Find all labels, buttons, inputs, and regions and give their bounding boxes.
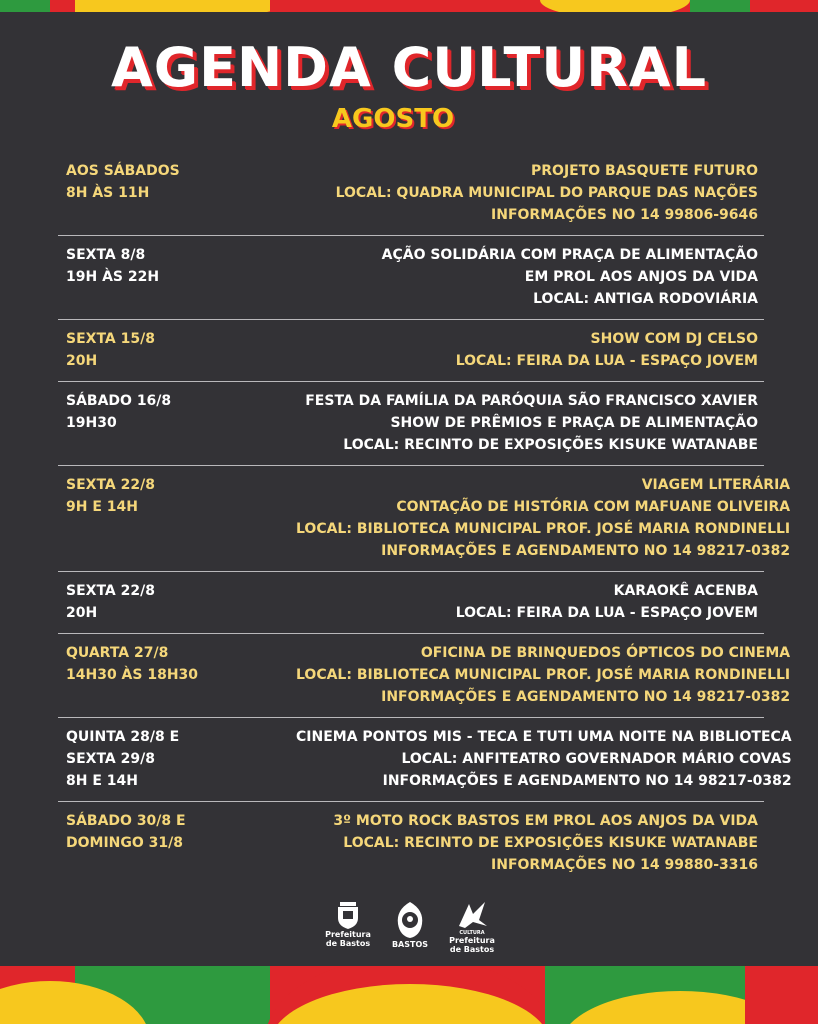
event-detail-line: FESTA DA FAMÍLIA DA PARÓQUIA SÃO FRANCISCO XAVIER [305, 393, 758, 409]
event-detail-line: SHOW DE PRÊMIOS E PRAÇA DE ALIMENTAÇÃO [390, 415, 758, 431]
event-when-line: AOS SÁBADOS [66, 163, 180, 179]
event-date-time [66, 328, 296, 372]
event-date-time [66, 726, 296, 792]
event-when-line: 8H E 14H [66, 773, 138, 789]
event-details [296, 726, 792, 792]
event-when-line: 14H30 ÀS 18H30 [66, 667, 199, 683]
event-date-time [66, 244, 296, 310]
prefeitura-logo-line-1: Prefeitura [325, 930, 371, 939]
bastos-logo [382, 900, 438, 949]
event-details [296, 474, 790, 562]
event-date-time [66, 474, 296, 562]
event-detail-line: CINEMA PONTOS MIS - TECA E TUTI UMA NOITE NA BIBLIOTECA [296, 729, 792, 745]
event-when-line: QUARTA 27/8 [66, 645, 169, 661]
cultura-logo-line-1: CULTURA [459, 930, 485, 936]
event-details [296, 810, 758, 876]
event-detail-line: LOCAL: RECINTO DE EXPOSIÇÕES KISUKE WATANABE [343, 437, 758, 453]
event-when-line: 8H ÀS 11H [66, 185, 150, 201]
event-date-time [66, 642, 296, 708]
event-when-line: SÁBADO 16/8 [66, 393, 172, 409]
event-detail-line: INFORMAÇÕES E AGENDAMENTO NO 14 98217-0382 [381, 543, 791, 559]
bastos-seal-icon [394, 900, 426, 940]
event-when-line: DOMINGO 31/8 [66, 835, 183, 851]
event-detail-line: LOCAL: FEIRA DA LUA - ESPAÇO JOVEM [455, 353, 758, 369]
event-when-line: 20H [66, 605, 98, 621]
event-when-line: QUINTA 28/8 E [66, 729, 180, 745]
event-detail-line: LOCAL: RECINTO DE EXPOSIÇÕES KISUKE WATANABE [343, 835, 758, 851]
event-date-time [66, 160, 296, 226]
event-detail-line: LOCAL: ANFITEATRO GOVERNADOR MÁRIO COVAS [401, 751, 792, 767]
event-detail-line: LOCAL: FEIRA DA LUA - ESPAÇO JOVEM [455, 605, 758, 621]
city-coat-of-arms-icon [335, 900, 361, 930]
event-detail-line: AÇÃO SOLIDÁRIA COM PRAÇA DE ALIMENTAÇÃO [381, 247, 758, 263]
event-detail-line: CONTAÇÃO DE HISTÓRIA COM MAFUANE OLIVEIRA [396, 499, 791, 515]
event-detail-line: INFORMAÇÕES E AGENDAMENTO NO 14 98217-0382 [381, 689, 791, 705]
top-band-shapes [0, 0, 818, 12]
cultura-logo-line-2: Prefeitura [449, 936, 495, 945]
cultura-logo [444, 900, 500, 954]
event-detail-line: INFORMAÇÕES NO 14 99806-9646 [491, 207, 758, 223]
event-row [58, 634, 791, 718]
event-when-line: 20H [66, 353, 98, 369]
event-detail-line: INFORMAÇÕES E AGENDAMENTO NO 14 98217-0382 [382, 773, 792, 789]
event-detail-line: LOCAL: ANTIGA RODOVIÁRIA [533, 291, 758, 307]
bottom-band-shapes [0, 966, 818, 1024]
event-detail-line: OFICINA DE BRINQUEDOS ÓPTICOS DO CINEMA [420, 645, 791, 661]
event-detail-line: PROJETO BASQUETE FUTURO [531, 163, 758, 179]
event-detail-line: LOCAL: QUADRA MUNICIPAL DO PARQUE DAS NAÇÕES [335, 185, 758, 201]
event-date-time [66, 580, 296, 624]
event-detail-line: KARAOKÊ ACENBA [613, 583, 758, 599]
event-details [296, 642, 790, 708]
event-detail-line: LOCAL: BIBLIOTECA MUNICIPAL PROF. JOSÉ MARIA RONDINELLI [296, 667, 791, 683]
event-row [58, 152, 764, 236]
event-detail-line: INFORMAÇÕES NO 14 99880-3316 [491, 857, 758, 873]
event-detail-line: SHOW COM DJ CELSO [590, 331, 758, 347]
event-detail-line: VIAGEM LITERÁRIA [641, 477, 791, 493]
event-details [296, 244, 758, 310]
event-detail-line: 3º MOTO ROCK BASTOS EM PROL AOS ANJOS DA VIDA [333, 813, 758, 829]
event-when-line: SEXTA 8/8 [66, 247, 146, 263]
bottom-decorative-band [0, 966, 818, 1024]
event-row [58, 572, 764, 634]
bastos-logo-text: BASTOS [391, 940, 429, 949]
event-agenda [58, 152, 792, 885]
prefeitura-logo-line-2: de Bastos [325, 939, 371, 948]
event-when-line: 19H ÀS 22H [66, 269, 160, 285]
event-details [296, 160, 758, 226]
culture-star-icon [455, 900, 489, 930]
footer-logos [320, 900, 500, 958]
event-when-line: 19H30 [66, 415, 117, 431]
event-row [58, 320, 764, 382]
event-row [58, 382, 764, 466]
event-details [296, 390, 758, 456]
cultura-logo-line-3: de Bastos [449, 945, 495, 954]
event-when-line: 9H E 14H [66, 499, 138, 515]
page-title: AGENDA CULTURAL [110, 36, 708, 99]
event-row [58, 718, 792, 802]
event-when-line: SEXTA 15/8 [66, 331, 155, 347]
event-row [58, 802, 764, 885]
event-detail-line: EM PROL AOS ANJOS DA VIDA [524, 269, 758, 285]
event-detail-line: LOCAL: BIBLIOTECA MUNICIPAL PROF. JOSÉ MARIA RONDINELLI [296, 521, 791, 537]
event-date-time [66, 390, 296, 456]
top-decorative-band [0, 0, 818, 12]
page-subtitle: AGOSTO [331, 104, 455, 134]
event-row [58, 236, 764, 320]
event-details [296, 580, 758, 624]
prefeitura-logo [320, 900, 376, 948]
event-when-line: SEXTA 22/8 [66, 477, 155, 493]
event-details [296, 328, 758, 372]
event-when-line: SEXTA 29/8 [66, 751, 155, 767]
event-row [58, 466, 791, 572]
event-when-line: SEXTA 22/8 [66, 583, 155, 599]
event-when-line: SÁBADO 30/8 E [66, 813, 186, 829]
event-date-time [66, 810, 296, 876]
